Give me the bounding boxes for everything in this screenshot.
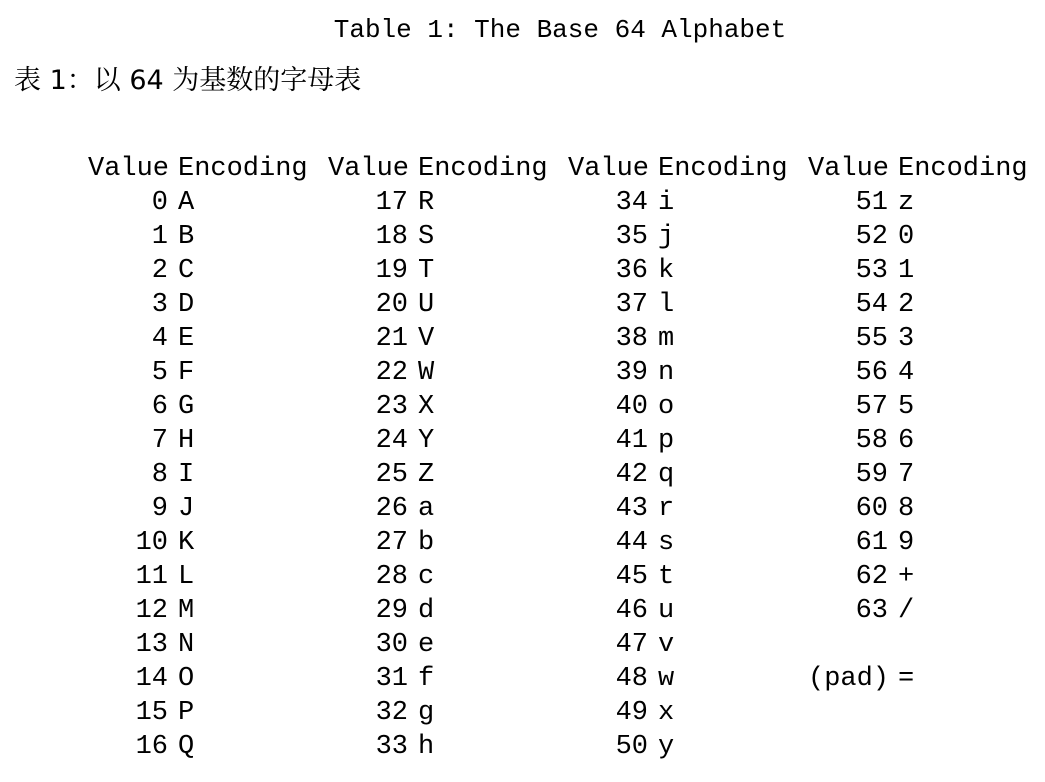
cell-encoding: t <box>658 562 675 592</box>
cell-encoding: e <box>418 630 435 660</box>
cell-encoding: K <box>178 528 195 558</box>
cell-encoding: / <box>898 596 915 626</box>
cell-value: 54 <box>855 290 888 320</box>
cell-value: 39 <box>615 358 648 388</box>
cell-encoding: O <box>178 664 195 694</box>
cell-encoding: L <box>178 562 195 592</box>
cell-value: 21 <box>375 324 408 354</box>
cell-value: 22 <box>375 358 408 388</box>
cell-value: 40 <box>615 392 648 422</box>
cell-value: 56 <box>855 358 888 388</box>
cell-encoding: y <box>658 732 675 762</box>
cell-encoding: D <box>178 290 195 320</box>
cell-encoding: X <box>418 392 435 422</box>
cell-value: 26 <box>375 494 408 524</box>
cell-value: 31 <box>375 664 408 694</box>
cell-encoding: T <box>418 256 435 286</box>
cell-value: 46 <box>615 596 648 626</box>
cell-value: 9 <box>151 494 168 524</box>
cell-encoding: S <box>418 222 435 252</box>
cell-encoding: w <box>658 664 675 694</box>
cell-value: 33 <box>375 732 408 762</box>
cell-encoding: 8 <box>898 494 915 524</box>
cell-value: 20 <box>375 290 408 320</box>
table-subtitle-chinese: 表 1：以 64 为基数的字母表 <box>14 65 362 96</box>
cell-value: 53 <box>855 256 888 286</box>
cell-encoding: E <box>178 324 195 354</box>
cell-encoding: = <box>898 664 915 694</box>
cell-value: 58 <box>855 426 888 456</box>
cell-value: 43 <box>615 494 648 524</box>
cell-value: 11 <box>135 562 168 592</box>
cell-value: 63 <box>855 596 888 626</box>
cell-encoding: P <box>178 698 195 728</box>
cell-value: 3 <box>151 290 168 320</box>
cell-value: 61 <box>855 528 888 558</box>
header-encoding: Encoding <box>898 154 1028 184</box>
cell-value: 13 <box>135 630 168 660</box>
cell-value: 1 <box>151 222 168 252</box>
cell-value: 50 <box>615 732 648 762</box>
cell-value: 28 <box>375 562 408 592</box>
cell-value: 36 <box>615 256 648 286</box>
cell-value: 5 <box>151 358 168 388</box>
cell-value: 12 <box>135 596 168 626</box>
header-value: Value <box>328 154 410 184</box>
cell-encoding: b <box>418 528 435 558</box>
cell-encoding: x <box>658 698 675 728</box>
header-value: Value <box>88 154 170 184</box>
cell-value: 44 <box>615 528 648 558</box>
cell-value: 14 <box>135 664 168 694</box>
cell-encoding: R <box>418 188 435 218</box>
cell-value <box>808 628 888 662</box>
header-value: Value <box>808 154 890 184</box>
cell-value: 52 <box>855 222 888 252</box>
cell-encoding: B <box>178 222 195 252</box>
cell-encoding: C <box>178 256 195 286</box>
cell-value: 34 <box>615 188 648 218</box>
cell-value: 6 <box>151 392 168 422</box>
cell-encoding: A <box>178 188 195 218</box>
cell-value: 29 <box>375 596 408 626</box>
cell-value: 38 <box>615 324 648 354</box>
cell-encoding: F <box>178 358 195 388</box>
cell-encoding: z <box>898 188 915 218</box>
cell-encoding: v <box>658 630 675 660</box>
cell-value: 8 <box>151 460 168 490</box>
cell-value: 0 <box>151 188 168 218</box>
cell-encoding: p <box>658 426 675 456</box>
cell-value: 30 <box>375 630 408 660</box>
cell-encoding: s <box>658 528 675 558</box>
cell-encoding: I <box>178 460 195 490</box>
cell-encoding: 4 <box>898 358 915 388</box>
cell-encoding: o <box>658 392 675 422</box>
cell-encoding: M <box>178 596 195 626</box>
cell-value: 45 <box>615 562 648 592</box>
cell-value: 25 <box>375 460 408 490</box>
header-value: Value <box>568 154 650 184</box>
cell-value: 18 <box>375 222 408 252</box>
cell-value: 59 <box>855 460 888 490</box>
cell-value: 16 <box>135 732 168 762</box>
cell-encoding: N <box>178 630 195 660</box>
cell-value: 48 <box>615 664 648 694</box>
cell-value: 41 <box>615 426 648 456</box>
cell-encoding: q <box>658 460 675 490</box>
cell-value: 23 <box>375 392 408 422</box>
cell-value: 37 <box>615 290 648 320</box>
cell-encoding: Z <box>418 460 435 490</box>
cell-encoding: H <box>178 426 195 456</box>
cell-encoding: n <box>658 358 675 388</box>
cell-value: 62 <box>855 562 888 592</box>
cell-encoding: k <box>658 256 675 286</box>
cell-encoding: 7 <box>898 460 915 490</box>
cell-value: 47 <box>615 630 648 660</box>
cell-encoding: r <box>658 494 675 524</box>
cell-value: 32 <box>375 698 408 728</box>
cell-value: 19 <box>375 256 408 286</box>
cell-encoding: 5 <box>898 392 915 422</box>
cell-encoding: c <box>418 562 435 592</box>
cell-value: (pad) <box>808 664 890 694</box>
header-encoding: Encoding <box>178 154 308 184</box>
cell-encoding: j <box>658 222 675 252</box>
cell-encoding: 2 <box>898 290 915 320</box>
cell-encoding: g <box>418 698 435 728</box>
cell-encoding: m <box>658 324 675 354</box>
cell-value: 57 <box>855 392 888 422</box>
cell-encoding: + <box>898 562 915 592</box>
cell-encoding: Y <box>418 426 435 456</box>
cell-value: 7 <box>151 426 168 456</box>
cell-value: 10 <box>135 528 168 558</box>
cell-value: 42 <box>615 460 648 490</box>
cell-encoding: Q <box>178 732 195 762</box>
cell-value: 55 <box>855 324 888 354</box>
cell-value: 51 <box>855 188 888 218</box>
cell-value: 27 <box>375 528 408 558</box>
cell-encoding: G <box>178 392 195 422</box>
table-title: Table 1: The Base 64 Alphabet <box>333 15 787 45</box>
cell-encoding: V <box>418 324 435 354</box>
header-encoding: Encoding <box>418 154 548 184</box>
header-encoding: Encoding <box>658 154 788 184</box>
cell-encoding: W <box>418 358 435 388</box>
cell-encoding: f <box>418 664 435 694</box>
cell-value: 24 <box>375 426 408 456</box>
cell-encoding: 0 <box>898 222 915 252</box>
cell-encoding: 3 <box>898 324 915 354</box>
cell-value: 4 <box>151 324 168 354</box>
cell-encoding: 9 <box>898 528 915 558</box>
cell-encoding: h <box>418 732 435 762</box>
cell-encoding: 6 <box>898 426 915 456</box>
cell-encoding: l <box>658 290 675 320</box>
cell-encoding: d <box>418 596 435 626</box>
cell-value: 15 <box>135 698 168 728</box>
cell-encoding: u <box>658 596 675 626</box>
cell-encoding: i <box>658 188 675 218</box>
cell-encoding: U <box>418 290 435 320</box>
cell-value: 49 <box>615 698 648 728</box>
cell-value: 60 <box>855 494 888 524</box>
cell-encoding: J <box>178 494 195 524</box>
cell-value: 35 <box>615 222 648 252</box>
cell-encoding: a <box>418 494 435 524</box>
cell-value: 17 <box>375 188 408 218</box>
cell-value: 2 <box>151 256 168 286</box>
cell-encoding: 1 <box>898 256 915 286</box>
